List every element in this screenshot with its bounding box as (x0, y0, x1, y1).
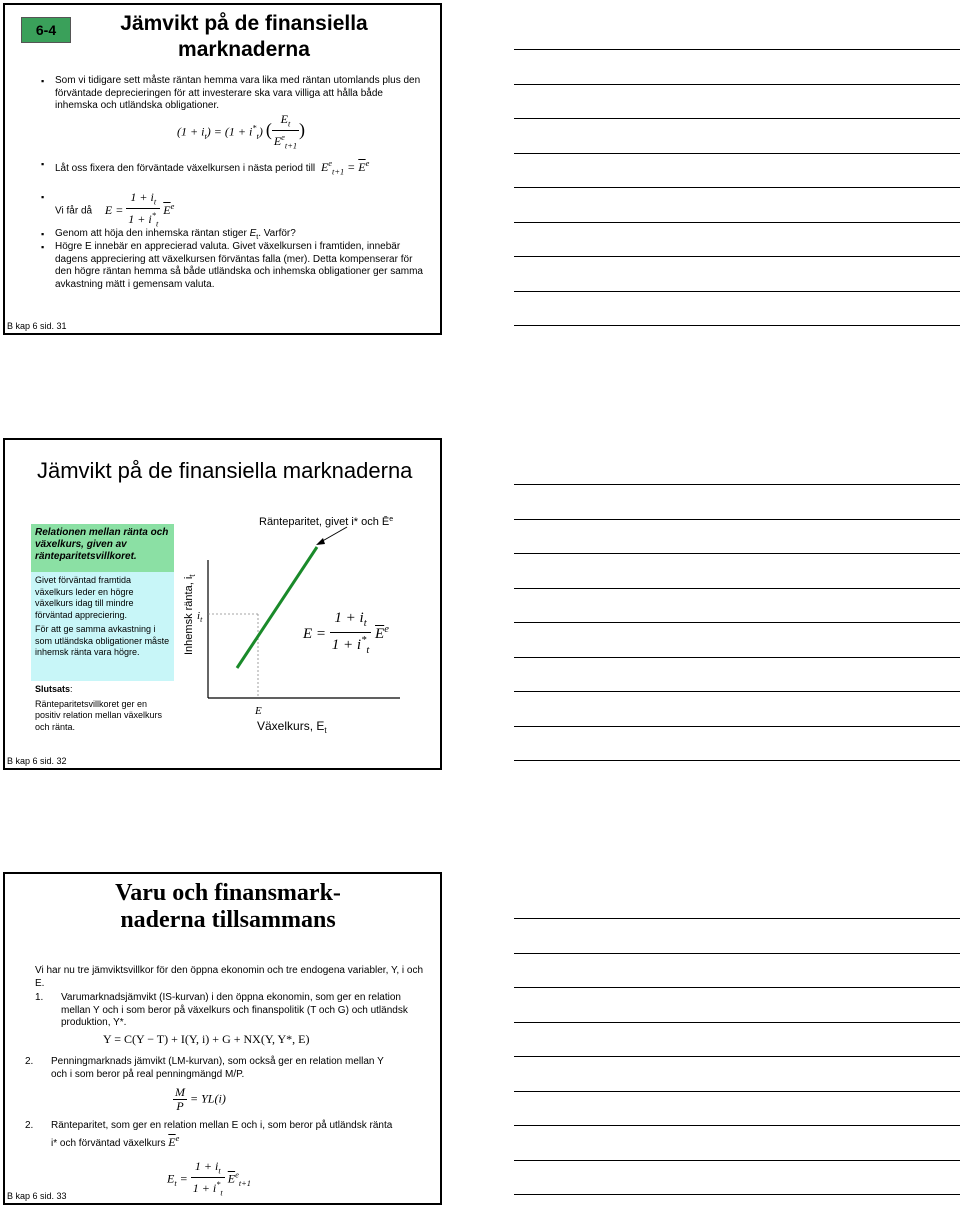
note-line (514, 118, 960, 119)
item-3-text: Ränteparitet, som ger en relation mellan E och i, som beror på utländsk ränta i* och förväntad växelkurs $\overline{E}^e$ (51, 1120, 393, 1149)
note-line (514, 1056, 960, 1057)
slide-footer: B kap 6 sid. 33 (7, 1191, 67, 1201)
slide-title-line-1: Varu och finansmark- (115, 880, 341, 906)
note-line (514, 953, 960, 954)
item-3-number: 2. (25, 1120, 34, 1131)
expected-rate-symbol: $\overline{E}^e$ (168, 1133, 180, 1149)
slide-2 (3, 438, 442, 770)
slide-3 (3, 872, 442, 1205)
note-line (514, 153, 960, 154)
slide-title (93, 880, 363, 934)
conclusion: Slutsats: Ränteparitetsvillkoret ger en positiv relation mellan växelkurs och ränta. (31, 681, 174, 739)
slide-title-line-2: naderna tillsammans (120, 907, 336, 933)
equation-exchange-rate: E = $\frac{1 + i_t}{1 + i^*_t}$ $\overline{E}^e$ (104, 190, 175, 229)
slide-footer: B kap 6 sid. 31 (7, 321, 67, 331)
explanation-paragraph-2: För att ge samma avkastning i som utländska obligationer måste inhemsk ränta vara högre. (35, 624, 170, 657)
note-line (514, 49, 960, 50)
bullet-fix-expected-text: Låt oss fixera den förväntade växelkursen i nästa period till (55, 163, 316, 174)
note-line (514, 484, 960, 485)
note-line (514, 1194, 960, 1195)
slide-title: Jämvikt på de finansiella marknaderna (37, 458, 413, 483)
curve-label: Ränteparitet, givet i* och $Ē^e$ (259, 516, 394, 528)
note-line (514, 622, 960, 623)
note-line (514, 657, 960, 658)
note-line (514, 760, 960, 761)
chart-equation: E = $\frac{1 + i_t}{1 + i^*_t}$ $\overline{E}^e$ (303, 610, 389, 656)
slide-footer: B kap 6 sid. 32 (7, 756, 67, 766)
equation-is: Y = C(Y − T) + I(Y, i) + G + NX(Y, Y*, E) (103, 1032, 310, 1046)
note-line (514, 256, 960, 257)
bullet-we-get-text: Vi får då (55, 205, 93, 217)
note-line (514, 918, 960, 919)
slide-1 (3, 3, 442, 335)
bullet-interest-parity: ▪ Som vi tidigare sett måste räntan hemma vara lika med räntan utomlands plus den förväntade deprecieringen för att investerare ska vara villiga att hålla både inhemska och utländska obligationer. (55, 75, 425, 113)
equation-parity: $(1 + i_t) = (1 + i^*_t)$ ( $\frac{E_t}{E^e_{t+1}}$ ) (177, 112, 306, 151)
label-arrowhead (316, 538, 325, 545)
item-1-number: 1. (35, 992, 44, 1003)
bullet-higher-e: ▪ Högre E innebär en apprecierad valuta. Givet växelkursen i framtiden, innebär dagens appreciering att växelkursen förväntas falla (mer). Detta kompenserar för den högre räntan hemma så både utländska och inhemska obligationer ger samma avkastning mätt i gemensam valuta. (55, 241, 423, 291)
note-line (514, 187, 960, 188)
note-line (514, 726, 960, 727)
note-line (514, 291, 960, 292)
explanation-paragraph-1: Givet förväntad framtida växelkurs leder en högre växelkurs idag till mindre förväntad appreciering. (35, 575, 134, 620)
x-tick-label: E (255, 705, 262, 717)
conclusion-text: Ränteparitetsvillkoret ger en positiv relation mellan växelkurs och ränta. (35, 698, 163, 732)
y-axis-label: Inhemsk ränta, $i_t$ (183, 574, 197, 655)
equation-fixed-expectation: $E^e_{t+1} = \overline{E}^e$ (320, 159, 370, 177)
note-line (514, 519, 960, 520)
bullet-raise-rate: ▪ Genom att höja den inhemska räntan stiger $E_t$. Varför? (55, 228, 425, 245)
note-line (514, 588, 960, 589)
note-line (514, 987, 960, 988)
equation-lm: $\frac{M}{P}$ = YL(i) (175, 1085, 226, 1113)
intro-text: Vi har nu tre jämviktsvillkor för den öppna ekonomin och tre endogena variabler, Y, i och E. (35, 965, 424, 989)
slide-title: Jämvikt på de finansiella marknaderna (120, 12, 368, 61)
note-line (514, 1091, 960, 1092)
note-line (514, 691, 960, 692)
note-line (514, 553, 960, 554)
item-1-text: Varumarknadsjämvikt (IS-kurvan) i den öppna ekonomin, som ger en relation mellan Y och i som beror på växelkurs och finanspolitik (T och G) och utländsk produktion, Y*. (61, 992, 408, 1028)
equation-parity-final: $E_t$ = $\frac{1 + i_t}{1 + i^*_t}$ $\overline{E}^e_{t+1}$ (167, 1159, 251, 1198)
x-axis-label: Växelkurs, $E_t$ (257, 719, 327, 735)
y-tick-label: $i_t$ (197, 610, 203, 624)
note-line (514, 1160, 960, 1161)
bullet-fix-expected (55, 158, 435, 179)
note-line (514, 325, 960, 326)
slide-number-badge: 6-4 (21, 17, 71, 43)
note-line (514, 84, 960, 85)
bullet-we-get (55, 191, 355, 231)
explanation-box (31, 572, 174, 681)
note-line (514, 1022, 960, 1023)
item-2-number: 2. (25, 1056, 34, 1067)
relation-box: Relationen mellan ränta och växelkurs, given av ränteparitetsvillkoret. (31, 524, 174, 572)
note-line (514, 1125, 960, 1126)
note-line (514, 222, 960, 223)
item-2-text: Penningmarknads jämvikt (LM-kurvan), som också ger en relation mellan Y och i som beror på real penningmängd M/P. (51, 1056, 384, 1080)
conclusion-label: Slutsats (35, 684, 71, 694)
